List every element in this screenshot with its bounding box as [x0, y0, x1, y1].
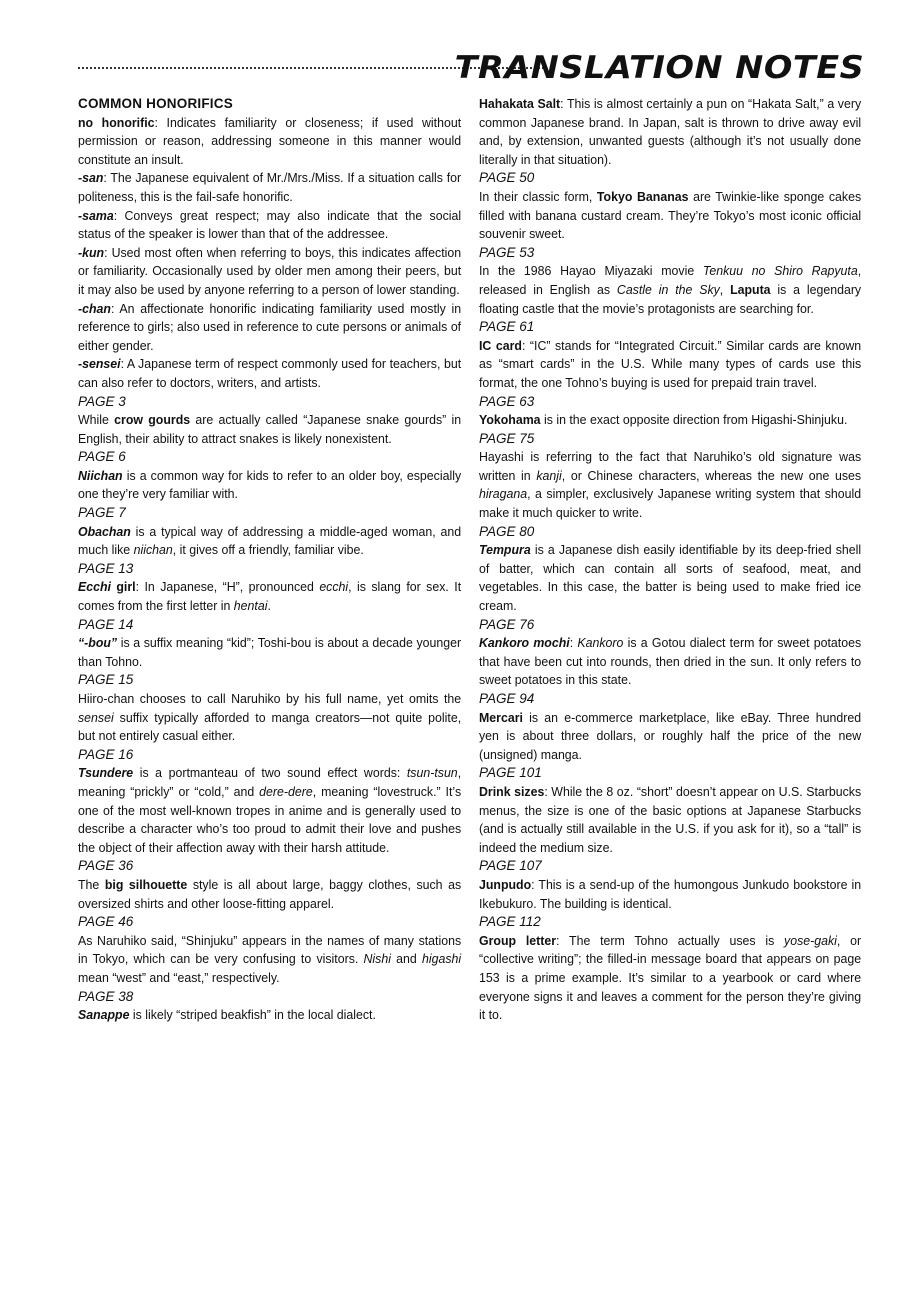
note-text	[78, 467, 461, 504]
honorific-definition: : A Japanese term of respect commonly used for teachers, but can also refer to doctors, writers, and artists.	[78, 356, 462, 390]
page-label: PAGE 61	[479, 319, 535, 335]
note-term: Tempura	[479, 542, 531, 558]
note-text	[479, 188, 861, 244]
honorific-term: no honorific	[78, 114, 155, 130]
common-honorifics-section	[78, 95, 461, 393]
note-italic: tsun-tsun	[406, 765, 458, 781]
note-term: Kankoro mochi	[479, 635, 570, 651]
note-fragment: Hayashi is referring to the fact that Naruhiko’s old signature was written in	[479, 449, 862, 483]
honorific-definition: : Indicates familiarity or closeness; if used without permission or reason, addressing someone in this manner would constitute an insult.	[78, 114, 462, 167]
note-fragment: : This is a send-up of the humongous Junkudo bookstore in Ikebukuro. The building is identical.	[479, 876, 862, 911]
note-italic: Kankoro	[577, 635, 624, 651]
note-entry	[78, 448, 461, 504]
honorific-sama	[78, 207, 461, 244]
page-label: PAGE 63	[479, 393, 535, 409]
note-fragment: are actually called “Japanese snake gourds” in English, their ability to attract snakes is likely nonexistent.	[78, 412, 462, 446]
page-label: PAGE 6	[78, 449, 126, 465]
note-italic: hiragana	[479, 486, 528, 502]
page-label: PAGE 38	[78, 988, 134, 1004]
note-italic: Tenkuu no Shiro Rapyuta	[702, 263, 858, 279]
note-text	[479, 448, 861, 522]
note-term: Laputa	[730, 281, 771, 297]
note-fragment: , it gives off a friendly, familiar vibe.	[172, 542, 364, 558]
page-label: PAGE 13	[78, 560, 134, 576]
note-text	[479, 411, 861, 430]
note-entry	[78, 988, 461, 1025]
note-fragment: is in the exact opposite direction from Higashi-Shinjuku.	[540, 412, 848, 428]
note-text	[479, 783, 861, 857]
note-text	[78, 578, 461, 615]
note-entry	[78, 913, 461, 987]
honorific-definition: : Used most often when referring to boys, this indicates affection or familiarity. Occasionally used by older men among their peers, but it may also be used by anyone referring to a person of lower standing.	[78, 244, 462, 297]
note-text	[78, 523, 461, 560]
honorific-definition: : Conveys great respect; may also indicate that the social status of the speaker is lower than that of the addressee.	[78, 207, 462, 242]
note-fragment: is a portmanteau of two sound effect words:	[133, 765, 407, 781]
page-label: PAGE 80	[479, 523, 535, 539]
note-text	[78, 411, 461, 448]
note-entry	[479, 690, 861, 764]
honorific-chan	[78, 300, 461, 356]
note-entry	[78, 560, 461, 616]
note-fragment: are Twinkie-like sponge cakes filled with banana custard cream. They’re Tokyo’s most iconic official souvenir sweet.	[479, 188, 862, 242]
note-fragment: .	[267, 598, 271, 614]
note-italic: yose-gaki	[784, 932, 837, 948]
note-text	[78, 1006, 461, 1025]
note-term: “-bou”	[78, 635, 118, 651]
note-fragment: , meaning “prickly” or “cold,” and	[78, 765, 462, 799]
note-fragment: is a Gotou dialect term for sweet potatoes that have been cut into rounds, then dried in the sun. It only refers to sweet potatoes in this state.	[479, 635, 862, 688]
note-fragment: The	[78, 876, 105, 892]
honorific-term: -sama	[78, 207, 114, 223]
note-term: big silhouette	[104, 876, 188, 892]
note-text	[479, 932, 861, 1025]
honorific-no-honorific	[78, 114, 461, 170]
note-italic: ecchi	[319, 579, 349, 595]
page-title: TRANSLATION NOTES	[454, 50, 864, 86]
note-fragment: is a Japanese dish easily identifiable by its deep-fried shell of batter, which can contain all sorts of seafood, meat, and vegetables. In this case, the batter is being used to make fried ice cream.	[479, 542, 862, 614]
note-term: Obachan	[78, 523, 131, 539]
note-text	[479, 709, 861, 765]
note-text	[78, 634, 461, 671]
section-heading: COMMON HONORIFICS	[78, 96, 233, 111]
note-entry	[479, 523, 861, 616]
page-label: PAGE 112	[479, 914, 541, 930]
note-text	[479, 541, 861, 615]
note-term: Ecchi	[78, 579, 111, 595]
note-text	[479, 337, 861, 393]
page-label: PAGE 36	[78, 858, 134, 874]
note-term: Group letter	[479, 932, 557, 948]
note-fragment: is a common way for kids to refer to an older boy, especially one they’re very familiar with.	[78, 467, 462, 502]
page-label: PAGE 14	[78, 616, 134, 632]
page-label: PAGE 46	[78, 914, 134, 930]
note-italic: higashi	[421, 951, 462, 967]
note-entry	[479, 95, 861, 169]
note-entry	[479, 430, 861, 523]
note-fragment: is an e-commerce marketplace, like eBay. Three hundred yen is about three dollars, or roughly half the price of the new (unsigned) manga.	[479, 709, 862, 762]
page-label: PAGE 76	[479, 616, 535, 632]
note-fragment: is likely “striped beakfish” in the local dialect.	[129, 1007, 376, 1023]
note-term: Niichan	[78, 467, 123, 483]
right-column	[479, 95, 861, 1025]
note-entry	[78, 857, 461, 913]
honorific-term: -san	[78, 170, 104, 186]
note-italic: niichan	[133, 542, 173, 558]
note-fragment: : While the 8 oz. “short” doesn’t appear on U.S. Starbucks menus, the size is one of the basic options at Japanese Starbucks (and is actually still available in the U.S. if you ask for it), so a “tall” is indeed the medium size.	[479, 783, 862, 855]
note-term: Tokyo Bananas	[596, 188, 689, 204]
note-term: Mercari	[479, 709, 523, 725]
note-text	[78, 690, 461, 746]
note-italic: dere-dere	[259, 783, 313, 799]
note-text	[479, 262, 861, 318]
note-entry	[479, 616, 861, 690]
page-label: PAGE 3	[78, 393, 126, 409]
note-italic: Castle in the Sky	[616, 281, 720, 297]
note-term: girl	[110, 579, 136, 595]
note-fragment: is a suffix meaning “kid”; Toshi-bou is about a decade younger than Tohno.	[78, 635, 462, 669]
note-term: Hahakata Salt	[479, 96, 561, 111]
note-fragment: and	[390, 951, 422, 967]
note-italic: sensei	[78, 709, 114, 725]
note-text	[78, 876, 461, 913]
note-entry	[78, 616, 461, 672]
page-label: PAGE 101	[479, 765, 542, 781]
note-fragment: , a simpler, exclusively Japanese writing system that should make it much quicker to write.	[479, 486, 862, 521]
note-text	[78, 764, 461, 857]
note-text	[479, 876, 861, 913]
note-term: Junpudo	[479, 876, 532, 892]
note-entry	[78, 504, 461, 560]
note-fragment: , or Chinese characters, whereas the new one uses	[561, 467, 862, 483]
honorific-term: -kun	[78, 244, 105, 260]
page-label: PAGE 94	[479, 691, 535, 706]
note-text	[78, 932, 461, 988]
note-text	[479, 95, 861, 169]
note-fragment: , released in English as	[479, 263, 862, 297]
page-label: PAGE 15	[78, 672, 134, 688]
left-column	[78, 95, 461, 1025]
note-entry	[479, 913, 861, 1025]
note-fragment: : In Japanese, “H”, pronounced	[135, 579, 320, 595]
note-fragment: As Naruhiko said, “Shinjuku” appears in the names of many stations in Tokyo, which can be very confusing to visitors.	[78, 932, 462, 967]
honorific-kun	[78, 244, 461, 300]
honorific-sensei	[78, 355, 461, 392]
page-label: PAGE 107	[479, 858, 542, 874]
note-italic: kanji	[536, 467, 562, 483]
note-fragment: In their classic form,	[479, 188, 597, 204]
note-entry	[78, 671, 461, 745]
note-entry	[479, 169, 861, 243]
note-fragment: style is all about large, baggy clothes, such as oversized shirts and other loose-fitting apparel.	[78, 876, 462, 911]
note-fragment: , meaning “lovestruck.” It’s one of the most well-known tropes in anime and is generally used to describe a character who’s too proud to admit their love and pushes the object of their affection away with their harsh attitude.	[78, 783, 462, 855]
note-fragment: suffix typically afforded to manga creators—not quite polite, but not entirely casual either.	[78, 709, 462, 744]
note-fragment: , is slang for sex. It comes from the first letter in	[78, 579, 462, 614]
note-fragment: : “IC” stands for “Integrated Circuit.” Similar cards are known as “smart cards” in the U.S. While many types of cards use this format, the one Tohno’s buying is used for prepaid train travel.	[479, 337, 862, 390]
note-fragment: :	[569, 635, 578, 651]
note-fragment: ,	[719, 281, 731, 297]
note-entry	[479, 857, 861, 913]
page-label: PAGE 53	[479, 244, 535, 260]
honorific-term: -chan	[78, 300, 111, 316]
note-fragment: In the 1986 Hayao Miyazaki movie	[479, 263, 703, 279]
page-header	[78, 50, 864, 90]
note-entry	[78, 746, 461, 858]
note-fragment: is a legendary floating castle that the movie’s protagonists are searching for.	[479, 281, 862, 316]
honorific-san	[78, 169, 461, 206]
note-entry	[479, 393, 861, 430]
page-label: PAGE 75	[479, 430, 535, 446]
honorific-definition: : An affectionate honorific indicating familiarity used mostly in reference to girls; also used in reference to cute persons or animals of either gender.	[78, 300, 462, 353]
page-label: PAGE 50	[479, 170, 535, 186]
note-text	[479, 634, 861, 690]
note-entry	[479, 244, 861, 318]
note-fragment: While	[78, 412, 115, 428]
note-fragment: Hiiro-chan chooses to call Naruhiko by his full name, yet omits the	[78, 691, 462, 706]
note-term: Drink sizes	[479, 783, 545, 799]
note-fragment: mean “west” and “east,” respectively.	[78, 969, 280, 985]
note-term: crow gourds	[114, 412, 191, 428]
note-fragment: is a typical way of addressing a middle-aged woman, and much like	[78, 523, 462, 558]
note-entry	[479, 318, 861, 392]
note-italic: Nishi	[363, 951, 391, 967]
note-term: Sanappe	[78, 1007, 130, 1023]
note-term: Yokohama	[479, 412, 541, 428]
note-term: Tsundere	[78, 765, 134, 781]
note-italic: hentai	[233, 598, 268, 614]
honorific-definition: : The Japanese equivalent of Mr./Mrs./Miss. If a situation calls for politeness, this is the fail-safe honorific.	[78, 170, 462, 204]
note-fragment: : This is almost certainly a pun on “Hakata Salt,” a very common Japanese brand. In Japan, salt is thrown to drive away evil and, by extension, unwanted guests (although it’s not usually done literally in that situation).	[479, 96, 862, 167]
note-term: IC card	[479, 337, 522, 353]
honorific-term: -sensei	[78, 356, 121, 372]
note-fragment: : The term Tohno actually uses is	[556, 932, 785, 948]
note-fragment: , or “collective writing”; the filled-in message board that appears on page 153 is a prime example. It’s similar to a yearbook or card where everyone signs it and leaves a comment for the person they’re giving it to.	[479, 932, 862, 1023]
page-label: PAGE 16	[78, 746, 134, 762]
note-entry	[78, 393, 461, 449]
page-label: PAGE 7	[78, 505, 126, 521]
note-entry	[479, 764, 861, 857]
